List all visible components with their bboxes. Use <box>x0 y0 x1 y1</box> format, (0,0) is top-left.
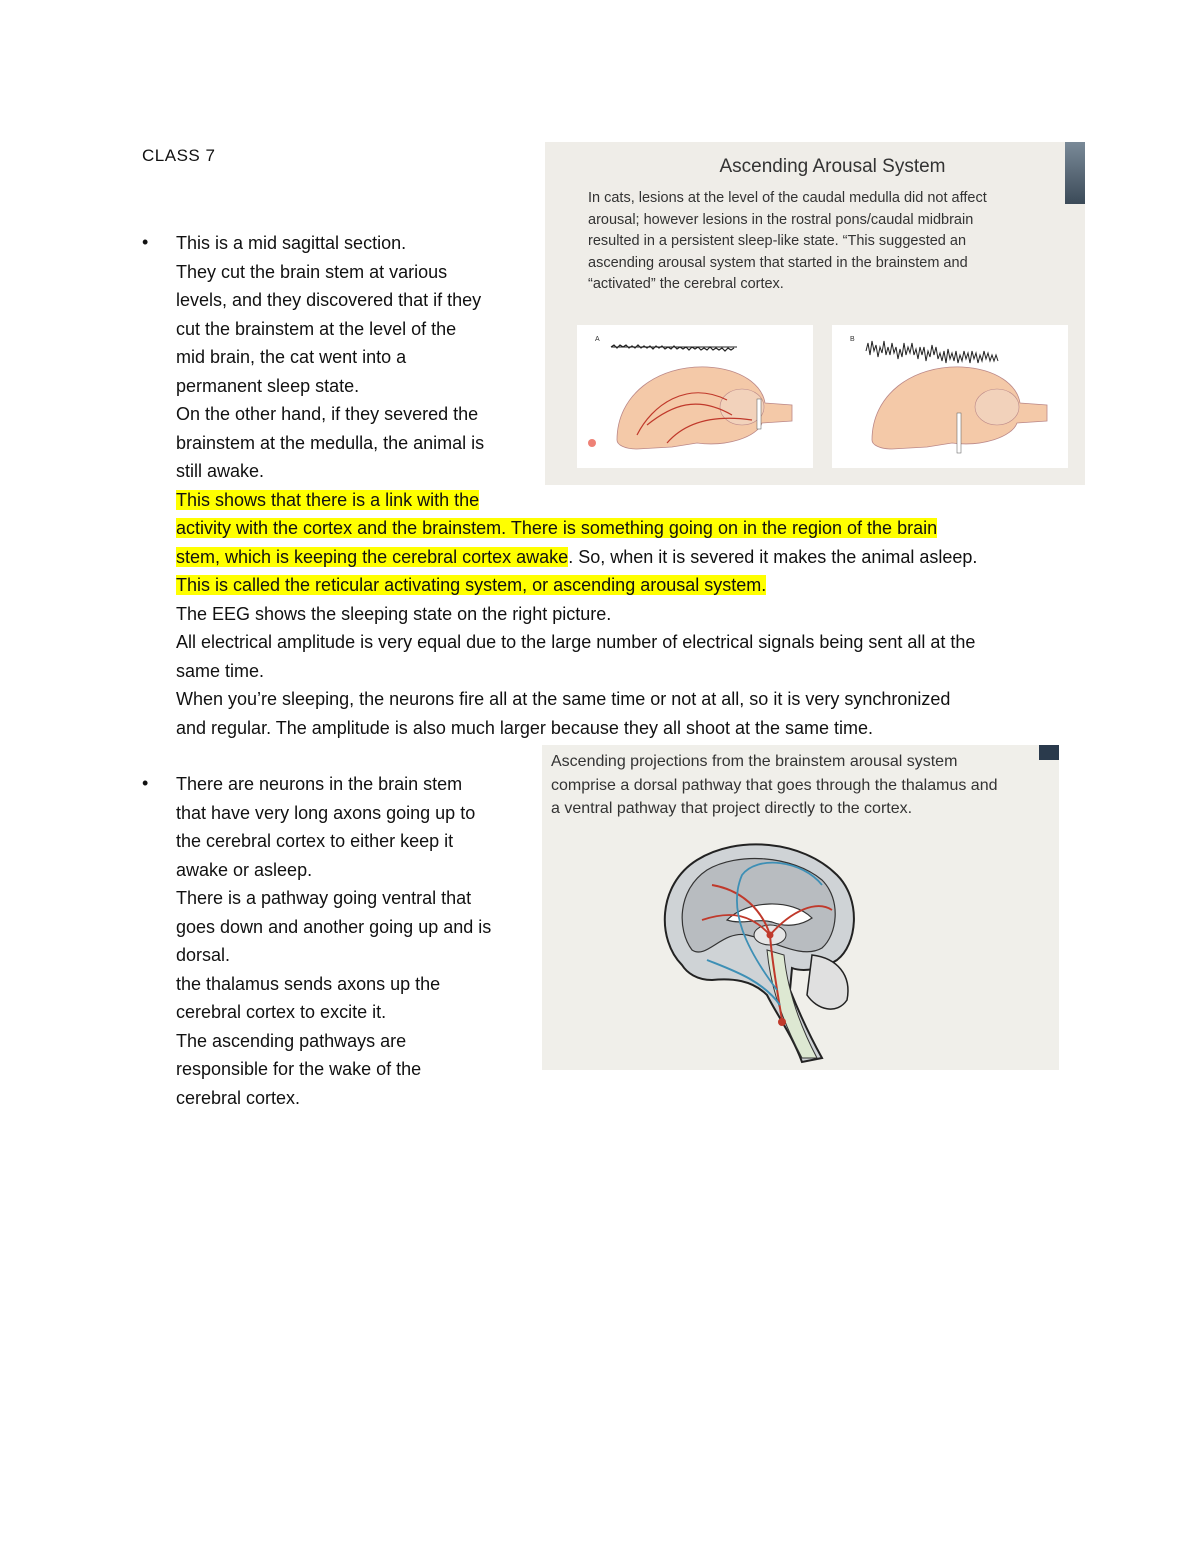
human-brain-diagram <box>652 830 862 1065</box>
text-line: This is a mid sagittal section. <box>176 233 407 253</box>
panel-letter: A <box>595 336 600 343</box>
slide-text-line: Ascending projections from the brainstem arousal system <box>551 753 958 770</box>
slide-text-line: a ventral pathway that project directly to the cortex. <box>551 800 913 817</box>
cerebellum-shape <box>975 389 1019 425</box>
page-title: CLASS 7 <box>142 146 216 165</box>
cat-brain-diagram-a <box>577 325 813 468</box>
slide-text-line: comprise a dorsal pathway that goes through the thalamus and <box>551 776 998 794</box>
slide-image-arousal-system <box>545 142 1085 485</box>
eeg-trace-slow <box>866 341 998 363</box>
cat-brain-shape <box>617 367 792 449</box>
text-line: All electrical amplitude is very equal due to the large number of electrical signals being sent all at the <box>176 632 976 652</box>
text-line: There are neurons in the brain stem <box>176 774 463 794</box>
text-line: mid brain, the cat went into a <box>176 347 407 367</box>
slide-text-line: resulted in a persistent sleep-like state. “This suggested an <box>588 233 967 249</box>
slide-text-line: arousal; however lesions in the rostral pons/caudal midbrain <box>588 211 974 228</box>
text-line: brainstem at the medulla, the animal is <box>176 432 485 453</box>
text-line: that have very long axons going up to <box>176 802 476 823</box>
thalamus-nucleus <box>767 932 774 939</box>
text-line: and regular. The amplitude is also much larger because they all shoot at the same time. <box>176 717 874 738</box>
cat-brain-diagram-b <box>832 325 1068 468</box>
text-line: same time. <box>176 660 265 681</box>
text-line: . So, when it is severed it makes the animal asleep. <box>568 546 978 567</box>
panel-letter: B <box>850 336 855 343</box>
section-1-text <box>176 229 521 514</box>
slide-image-ascending-projections <box>542 745 1059 1070</box>
text-line: the thalamus sends axons up the <box>176 973 441 994</box>
text-line: awake or asleep. <box>176 859 313 880</box>
text-line: dorsal. <box>176 945 231 965</box>
text-line: permanent sleep state. <box>176 375 360 396</box>
section-2-text <box>176 770 521 1112</box>
text-line: still awake. <box>176 461 265 481</box>
text-line: cut the brainstem at the level of the <box>176 318 457 339</box>
slide-body <box>551 750 1056 821</box>
slide-text-line: In cats, lesions at the level of the caudal medulla did not affect <box>588 190 987 206</box>
text-line: levels, and they discovered that if they <box>176 290 482 310</box>
slide-text-line: ascending arousal system that started in the brainstem and <box>588 254 968 271</box>
text-line: cerebral cortex. <box>176 1087 301 1108</box>
text-line: goes down and another going up and is <box>176 916 492 937</box>
text-line: When you’re sleeping, the neurons fire all at the same time or not at all, so it is very synchronized <box>176 689 951 709</box>
highlighted-text: This is called the reticular activating system, or ascending arousal system. <box>176 575 767 595</box>
text-line: The ascending pathways are <box>176 1030 407 1051</box>
slide-title: Ascending Arousal System <box>719 156 946 177</box>
cerebellum <box>807 955 848 1009</box>
lesion-cut <box>957 413 961 453</box>
lesion-cut <box>757 399 761 429</box>
text-line: The EEG shows the sleeping state on the right picture. <box>176 603 612 624</box>
slide-text-line: “activated” the cerebral cortex. <box>588 276 784 292</box>
highlighted-text: stem, which is keeping the cerebral cortex awake <box>176 546 569 567</box>
slide-body <box>588 188 1043 296</box>
bullet-marker: • <box>142 773 149 793</box>
text-line: On the other hand, if they severed the <box>176 404 479 424</box>
section-1-continued <box>176 514 1076 742</box>
highlighted-text: This shows that there is a link with the <box>176 489 480 510</box>
cursor-dot <box>588 439 596 447</box>
text-line: They cut the brain stem at various <box>176 261 448 282</box>
bullet-marker: • <box>142 232 149 252</box>
highlighted-text: activity with the cortex and the brainstem. There is something going on in the region of the brain <box>176 518 938 538</box>
text-line: responsible for the wake of the <box>176 1059 422 1079</box>
brainstem-nucleus <box>778 1018 786 1026</box>
text-line: the cerebral cortex to either keep it <box>176 831 454 851</box>
text-line: There is a pathway going ventral that <box>176 888 472 908</box>
text-line: cerebral cortex to excite it. <box>176 1002 387 1022</box>
eeg-trace-fast <box>611 345 734 351</box>
